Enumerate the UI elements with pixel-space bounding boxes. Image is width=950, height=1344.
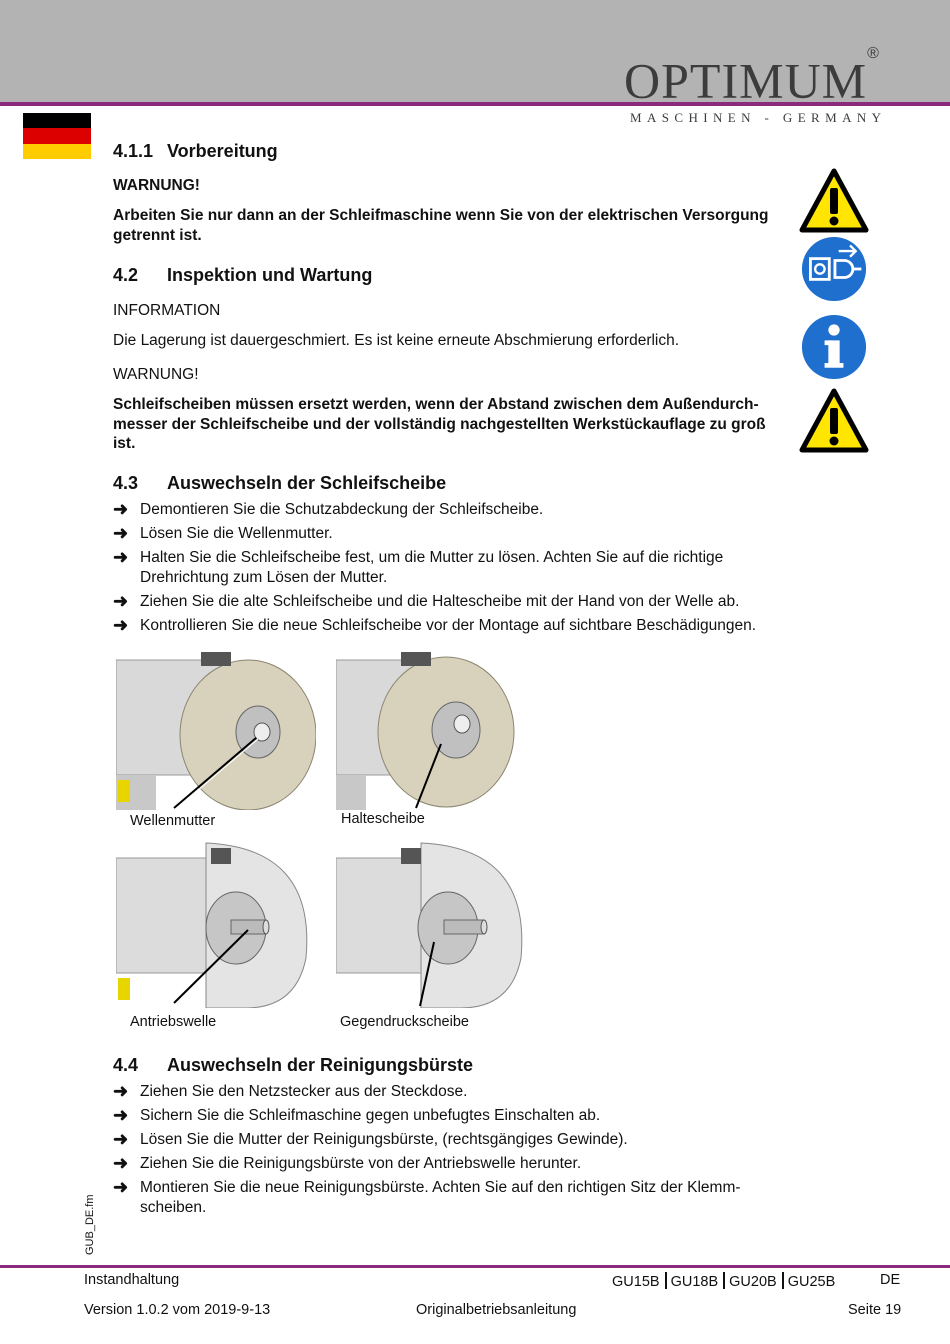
footer-accent-line: [0, 1265, 950, 1268]
information-icon: [799, 314, 869, 380]
figure-wellenmutter: [116, 640, 316, 810]
footer-models: GU15B GU18B GU20B GU25B: [612, 1274, 836, 1290]
footer-chapter: Instandhaltung: [84, 1272, 180, 1288]
warning-label: WARNUNG!: [113, 177, 200, 194]
warning-text: Arbeiten Sie nur dann an der Schleifmaschine wenn Sie von der elektrischen Versorgung getrennt ist.: [113, 207, 769, 244]
warning-text: Schleifscheiben müssen ersetzt werden, wenn der Abstand zwischen dem Außendurch-messer der Schleifscheibe und der vollständig nachgestellten Werkstückauflage zu groß ist.: [113, 396, 766, 452]
warning-icon: [799, 388, 869, 454]
section-heading-4-2: 4.2 Inspektion und Wartung: [113, 265, 373, 285]
arrow-icon: ➜: [113, 1081, 129, 1101]
figure-haltescheibe: [336, 640, 516, 810]
figure-caption: Antriebswelle: [130, 1014, 217, 1030]
arrow-icon: ➜: [113, 1105, 129, 1125]
footer-version: Version 1.0.2 vom 2019-9-13: [84, 1302, 271, 1318]
german-flag-icon: [23, 113, 91, 159]
arrow-icon: ➜: [113, 590, 129, 611]
arrow-icon: ➜: [113, 523, 129, 543]
figure-caption: Wellenmutter: [130, 813, 216, 829]
steps-list-4-3: [113, 500, 803, 640]
figure-gegendruckscheibe: [336, 838, 526, 1008]
figure-antriebswelle: [116, 838, 316, 1008]
list-item: ➜ Lösen Sie die Wellenmutter.: [113, 523, 333, 543]
arrow-icon: ➜: [113, 614, 129, 635]
list-item: ➜ Sichern Sie die Schleifmaschine gegen unbefugtes Einschalten ab.: [113, 1105, 601, 1125]
section-heading-4-4: 4.4 Auswechseln der Reinigungsbürste: [113, 1055, 474, 1075]
list-item: ➜ Ziehen Sie die Reinigungsbürste von der Antriebswelle herunter.: [113, 1153, 582, 1173]
figure-caption: Haltescheibe: [341, 811, 425, 827]
warning-icon: [799, 168, 869, 234]
list-item: ➜ Ziehen Sie den Netzstecker aus der Steckdose.: [113, 1081, 468, 1101]
arrow-icon: ➜: [113, 1177, 129, 1197]
list-item: ➜ Lösen Sie die Mutter der Reinigungsbürste, (rechtsgängiges Gewinde).: [113, 1129, 628, 1149]
figure-caption: Gegendruckscheibe: [340, 1014, 469, 1030]
list-item: ➜ Halten Sie die Schleifscheibe fest, um die Mutter zu lösen. Achten Sie auf die richtige Drehrichtung zum Lösen der Mutter.: [113, 547, 724, 586]
list-item: ➜ Ziehen Sie die alte Schleifscheibe und die Haltescheibe mit der Hand von der Welle ab.: [113, 590, 740, 611]
arrow-icon: ➜: [113, 499, 129, 519]
disconnect-plug-icon: [799, 236, 869, 302]
information-text: Die Lagerung ist dauergeschmiert. Es ist keine erneute Abschmierung erforderlich.: [113, 332, 680, 349]
steps-list-4-4: [113, 1082, 803, 1222]
warning-label: WARNUNG!: [113, 366, 199, 383]
list-item: ➜ Demontieren Sie die Schutzabdeckung der Schleifscheibe.: [113, 499, 544, 519]
arrow-icon: ➜: [113, 1129, 129, 1149]
arrow-icon: ➜: [113, 547, 129, 567]
list-item: ➜ Montieren Sie die neue Reinigungsbürste. Achten Sie auf den richtigen Sitz der Klemm-scheiben.: [113, 1177, 741, 1216]
list-item: ➜ Kontrollieren Sie die neue Schleifscheibe vor der Montage auf sichtbare Beschädigungen.: [113, 614, 757, 635]
footer-manual-type: Originalbetriebsanleitung: [416, 1302, 577, 1318]
brand-subtitle: MASCHINEN - GERMANY: [630, 110, 887, 125]
section-heading-4-1-1: 4.1.1 Vorbereitung: [113, 141, 278, 161]
brand-logo: OPTIMUM®: [624, 45, 880, 109]
side-file-label: GUB_DE.fm: [84, 1194, 96, 1255]
arrow-icon: ➜: [113, 1153, 129, 1173]
footer-language: DE: [880, 1272, 901, 1288]
footer-page-number: Seite 19: [848, 1302, 902, 1318]
section-heading-4-3: 4.3 Auswechseln der Schleifscheibe: [113, 473, 447, 493]
information-label: INFORMATION: [113, 302, 221, 319]
